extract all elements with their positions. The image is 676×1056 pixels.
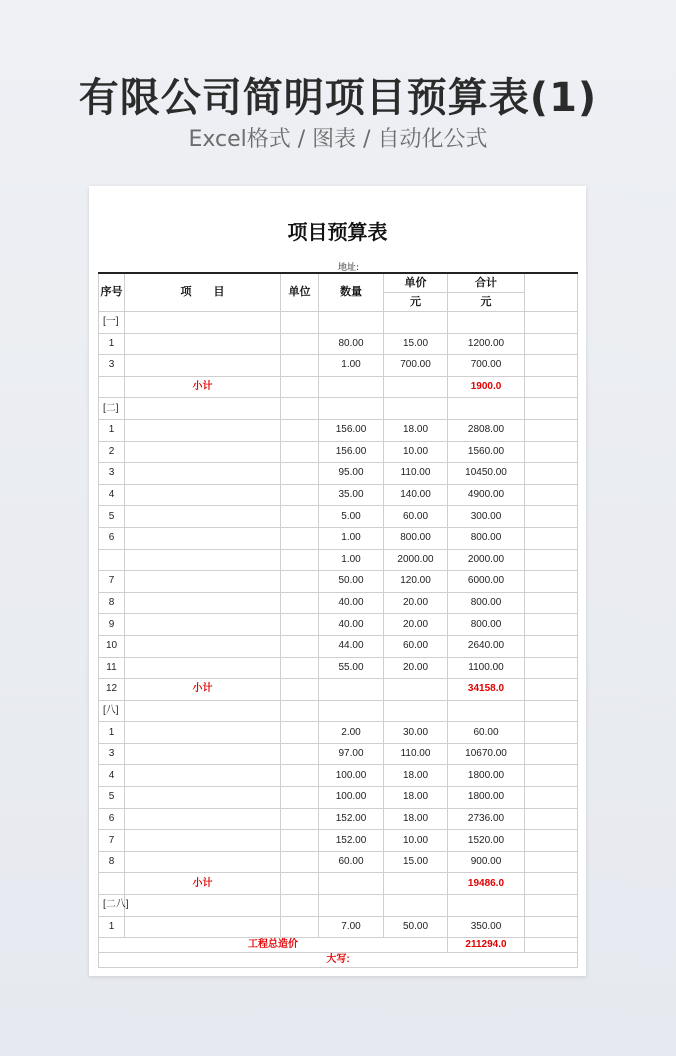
- header-price-unit: 元: [384, 293, 448, 312]
- price-cell: 120.00: [384, 571, 448, 593]
- item-cell: [125, 635, 281, 657]
- qty-cell: 44.00: [319, 635, 384, 657]
- price-cell: 10.00: [384, 830, 448, 852]
- total-cell: 800.00: [448, 614, 525, 636]
- item-cell: [125, 592, 281, 614]
- seq-cell: 4: [99, 765, 125, 787]
- seq-cell: 6: [99, 527, 125, 549]
- price-cell: 18.00: [384, 419, 448, 441]
- qty-cell: 40.00: [319, 614, 384, 636]
- subtotal-value: 1900.0: [448, 376, 525, 398]
- qty-cell: 80.00: [319, 333, 384, 355]
- table-row: [99, 743, 578, 765]
- qty-cell: 35.00: [319, 484, 384, 506]
- header-seq: 序号: [99, 273, 125, 312]
- header-total: 合计: [448, 273, 525, 293]
- subtotal-label: 小计: [125, 873, 281, 895]
- seq-cell: 4: [99, 484, 125, 506]
- qty-cell: 100.00: [319, 765, 384, 787]
- subtotal-value: 19486.0: [448, 873, 525, 895]
- total-cell: 10670.00: [448, 743, 525, 765]
- table-row: [99, 571, 578, 593]
- seq-cell: 1: [99, 916, 125, 938]
- price-cell: 20.00: [384, 657, 448, 679]
- table-row: [99, 787, 578, 809]
- price-cell: 800.00: [384, 527, 448, 549]
- total-cell: 1560.00: [448, 441, 525, 463]
- seq-cell: 7: [99, 830, 125, 852]
- table-row: [99, 657, 578, 679]
- item-cell: [125, 722, 281, 744]
- empty-cell: [525, 355, 578, 377]
- unit-cell: [281, 873, 319, 895]
- unit-cell: [281, 851, 319, 873]
- seq-cell: 12: [99, 679, 125, 701]
- qty-cell: 156.00: [319, 419, 384, 441]
- qty-cell: 60.00: [319, 851, 384, 873]
- qty-cell: 2.00: [319, 722, 384, 744]
- empty-cell: [125, 895, 281, 917]
- seq-cell: 1: [99, 333, 125, 355]
- unit-cell: [281, 355, 319, 377]
- item-cell: [125, 484, 281, 506]
- unit-cell: [281, 722, 319, 744]
- empty-cell: [525, 506, 578, 528]
- total-cell: 6000.00: [448, 571, 525, 593]
- unit-cell: [281, 679, 319, 701]
- item-cell: [125, 743, 281, 765]
- price-cell: 20.00: [384, 592, 448, 614]
- total-cell: 1800.00: [448, 765, 525, 787]
- price-cell: 60.00: [384, 635, 448, 657]
- price-cell: 110.00: [384, 743, 448, 765]
- empty-cell: [525, 916, 578, 938]
- empty-cell: [525, 722, 578, 744]
- seq-cell: 6: [99, 808, 125, 830]
- qty-cell: 5.00: [319, 506, 384, 528]
- item-cell: [125, 419, 281, 441]
- empty-cell: [125, 398, 281, 420]
- grand-total-label: 工程总造价: [99, 938, 448, 953]
- subtotal-row: [99, 679, 578, 701]
- unit-cell: [281, 484, 319, 506]
- qty-cell: 55.00: [319, 657, 384, 679]
- price-cell: 20.00: [384, 614, 448, 636]
- qty-cell: [319, 679, 384, 701]
- empty-cell: [525, 657, 578, 679]
- total-cell: 300.00: [448, 506, 525, 528]
- seq-cell: 2: [99, 441, 125, 463]
- price-cell: 30.00: [384, 722, 448, 744]
- item-cell: [125, 830, 281, 852]
- seq-cell: 1: [99, 722, 125, 744]
- seq-cell: 10: [99, 635, 125, 657]
- empty-cell: [281, 398, 319, 420]
- empty-cell: [525, 895, 578, 917]
- price-cell: [384, 873, 448, 895]
- empty-cell: [525, 441, 578, 463]
- subtotal-value: 34158.0: [448, 679, 525, 701]
- empty-cell: [448, 700, 525, 722]
- price-cell: [384, 376, 448, 398]
- empty-cell: [525, 635, 578, 657]
- table-row: [99, 463, 578, 485]
- empty-cell: [384, 398, 448, 420]
- total-cell: 2640.00: [448, 635, 525, 657]
- price-cell: 60.00: [384, 506, 448, 528]
- unit-cell: [281, 506, 319, 528]
- item-cell: [125, 614, 281, 636]
- item-cell: [125, 527, 281, 549]
- seq-cell: 7: [99, 571, 125, 593]
- section-label: [一]: [99, 312, 125, 334]
- price-cell: 50.00: [384, 916, 448, 938]
- address-label: 地址:: [338, 263, 360, 273]
- page-title: 有限公司简明项目预算表(1): [78, 75, 598, 121]
- table-row: [99, 765, 578, 787]
- unit-cell: [281, 635, 319, 657]
- qty-cell: 97.00: [319, 743, 384, 765]
- total-cell: 1520.00: [448, 830, 525, 852]
- empty-cell: [125, 312, 281, 334]
- table-row: [99, 614, 578, 636]
- seq-cell: 3: [99, 463, 125, 485]
- table-row: [99, 549, 578, 571]
- empty-cell: [319, 895, 384, 917]
- empty-cell: [525, 873, 578, 895]
- table-row: [99, 830, 578, 852]
- total-cell: 800.00: [448, 527, 525, 549]
- grand-total-value: 211294.0: [448, 938, 525, 953]
- seq-cell: 9: [99, 614, 125, 636]
- empty-cell: [525, 527, 578, 549]
- price-cell: 700.00: [384, 355, 448, 377]
- item-cell: [125, 463, 281, 485]
- unit-cell: [281, 463, 319, 485]
- seq-cell: [99, 549, 125, 571]
- item-cell: [125, 916, 281, 938]
- section-row: [99, 312, 578, 334]
- seq-cell: 8: [99, 851, 125, 873]
- item-cell: [125, 787, 281, 809]
- sheet-title: 项目预算表: [287, 220, 388, 244]
- header-price: 单价: [384, 273, 448, 293]
- total-cell: 60.00: [448, 722, 525, 744]
- grand-total-row: [99, 938, 578, 953]
- empty-cell: [525, 312, 578, 334]
- unit-cell: [281, 787, 319, 809]
- empty-cell: [525, 419, 578, 441]
- table-row: [99, 419, 578, 441]
- empty-cell: [525, 592, 578, 614]
- item-cell: [125, 441, 281, 463]
- seq-cell: [99, 376, 125, 398]
- price-cell: 140.00: [384, 484, 448, 506]
- unit-cell: [281, 527, 319, 549]
- unit-cell: [281, 916, 319, 938]
- seq-cell: [99, 873, 125, 895]
- item-cell: [125, 808, 281, 830]
- price-cell: 15.00: [384, 333, 448, 355]
- total-cell: 700.00: [448, 355, 525, 377]
- empty-cell: [448, 398, 525, 420]
- table-row: [99, 592, 578, 614]
- unit-cell: [281, 657, 319, 679]
- empty-cell: [525, 765, 578, 787]
- price-cell: [384, 679, 448, 701]
- empty-cell: [384, 312, 448, 334]
- price-cell: 18.00: [384, 765, 448, 787]
- empty-cell: [525, 376, 578, 398]
- empty-cell: [319, 700, 384, 722]
- unit-cell: [281, 571, 319, 593]
- qty-cell: 40.00: [319, 592, 384, 614]
- price-cell: 10.00: [384, 441, 448, 463]
- empty-cell: [525, 484, 578, 506]
- unit-cell: [281, 592, 319, 614]
- table-row: [99, 333, 578, 355]
- qty-cell: 100.00: [319, 787, 384, 809]
- unit-cell: [281, 830, 319, 852]
- seq-cell: 11: [99, 657, 125, 679]
- unit-cell: [281, 765, 319, 787]
- table-row: [99, 355, 578, 377]
- price-cell: 110.00: [384, 463, 448, 485]
- empty-cell: [448, 312, 525, 334]
- header-blank: [525, 273, 578, 312]
- unit-cell: [281, 419, 319, 441]
- unit-cell: [281, 549, 319, 571]
- empty-cell: [525, 938, 578, 953]
- header-item: 项 目: [125, 273, 281, 312]
- table-row: [99, 916, 578, 938]
- total-cell: 1200.00: [448, 333, 525, 355]
- unit-cell: [281, 614, 319, 636]
- empty-cell: [384, 895, 448, 917]
- spreadsheet-preview: [89, 186, 586, 976]
- qty-cell: 95.00: [319, 463, 384, 485]
- price-cell: 18.00: [384, 808, 448, 830]
- seq-cell: 8: [99, 592, 125, 614]
- header-unit: 单位: [281, 273, 319, 312]
- total-cell: 4900.00: [448, 484, 525, 506]
- total-cell: 350.00: [448, 916, 525, 938]
- total-cell: 10450.00: [448, 463, 525, 485]
- subtotal-label: 小计: [125, 679, 281, 701]
- qty-cell: 50.00: [319, 571, 384, 593]
- qty-cell: 1.00: [319, 355, 384, 377]
- empty-cell: [525, 549, 578, 571]
- empty-cell: [319, 398, 384, 420]
- section-row: [99, 398, 578, 420]
- table-row: [99, 527, 578, 549]
- empty-cell: [281, 312, 319, 334]
- item-cell: [125, 355, 281, 377]
- seq-cell: 5: [99, 506, 125, 528]
- empty-cell: [319, 312, 384, 334]
- unit-cell: [281, 376, 319, 398]
- total-cell: 1100.00: [448, 657, 525, 679]
- empty-cell: [525, 851, 578, 873]
- section-label: [二]: [99, 398, 125, 420]
- total-cell: 800.00: [448, 592, 525, 614]
- qty-cell: 7.00: [319, 916, 384, 938]
- seq-cell: 3: [99, 355, 125, 377]
- empty-cell: [525, 571, 578, 593]
- total-cell: 2000.00: [448, 549, 525, 571]
- total-cell: 900.00: [448, 851, 525, 873]
- empty-cell: [125, 700, 281, 722]
- subtotal-label: 小计: [125, 376, 281, 398]
- qty-cell: 1.00: [319, 549, 384, 571]
- qty-cell: 1.00: [319, 527, 384, 549]
- table-row: [99, 441, 578, 463]
- qty-cell: 152.00: [319, 808, 384, 830]
- qty-cell: 152.00: [319, 830, 384, 852]
- seq-cell: 5: [99, 787, 125, 809]
- item-cell: [125, 549, 281, 571]
- total-cell: 2736.00: [448, 808, 525, 830]
- item-cell: [125, 851, 281, 873]
- empty-cell: [525, 808, 578, 830]
- empty-cell: [525, 787, 578, 809]
- empty-cell: [281, 895, 319, 917]
- table-row: [99, 506, 578, 528]
- table-row: [99, 635, 578, 657]
- capital-amount-label: 大写:: [99, 953, 578, 968]
- unit-cell: [281, 743, 319, 765]
- item-cell: [125, 333, 281, 355]
- item-cell: [125, 571, 281, 593]
- qty-cell: 156.00: [319, 441, 384, 463]
- empty-cell: [281, 700, 319, 722]
- unit-cell: [281, 333, 319, 355]
- price-cell: 15.00: [384, 851, 448, 873]
- empty-cell: [525, 700, 578, 722]
- section-row: [99, 700, 578, 722]
- empty-cell: [525, 743, 578, 765]
- qty-cell: [319, 873, 384, 895]
- section-label: [二八]: [99, 895, 125, 917]
- table-row: [99, 851, 578, 873]
- total-cell: 1800.00: [448, 787, 525, 809]
- empty-cell: [525, 463, 578, 485]
- total-cell: 2808.00: [448, 419, 525, 441]
- section-label: [八]: [99, 700, 125, 722]
- empty-cell: [525, 614, 578, 636]
- budget-table: [98, 272, 578, 968]
- table-row: [99, 484, 578, 506]
- seq-cell: 1: [99, 419, 125, 441]
- subtotal-row: [99, 873, 578, 895]
- item-cell: [125, 506, 281, 528]
- section-row: [99, 895, 578, 917]
- seq-cell: 3: [99, 743, 125, 765]
- price-cell: 2000.00: [384, 549, 448, 571]
- empty-cell: [525, 830, 578, 852]
- unit-cell: [281, 808, 319, 830]
- empty-cell: [525, 333, 578, 355]
- subtotal-row: [99, 376, 578, 398]
- empty-cell: [525, 398, 578, 420]
- header-row: [99, 273, 578, 293]
- capital-amount-row: [99, 953, 578, 968]
- qty-cell: [319, 376, 384, 398]
- empty-cell: [448, 895, 525, 917]
- header-total-unit: 元: [448, 293, 525, 312]
- item-cell: [125, 657, 281, 679]
- item-cell: [125, 765, 281, 787]
- unit-cell: [281, 441, 319, 463]
- empty-cell: [525, 679, 578, 701]
- price-cell: 18.00: [384, 787, 448, 809]
- header-qty: 数量: [319, 273, 384, 312]
- empty-cell: [384, 700, 448, 722]
- table-row: [99, 808, 578, 830]
- table-row: [99, 722, 578, 744]
- page-subtitle: Excel格式 / 图表 / 自动化公式: [188, 127, 488, 152]
